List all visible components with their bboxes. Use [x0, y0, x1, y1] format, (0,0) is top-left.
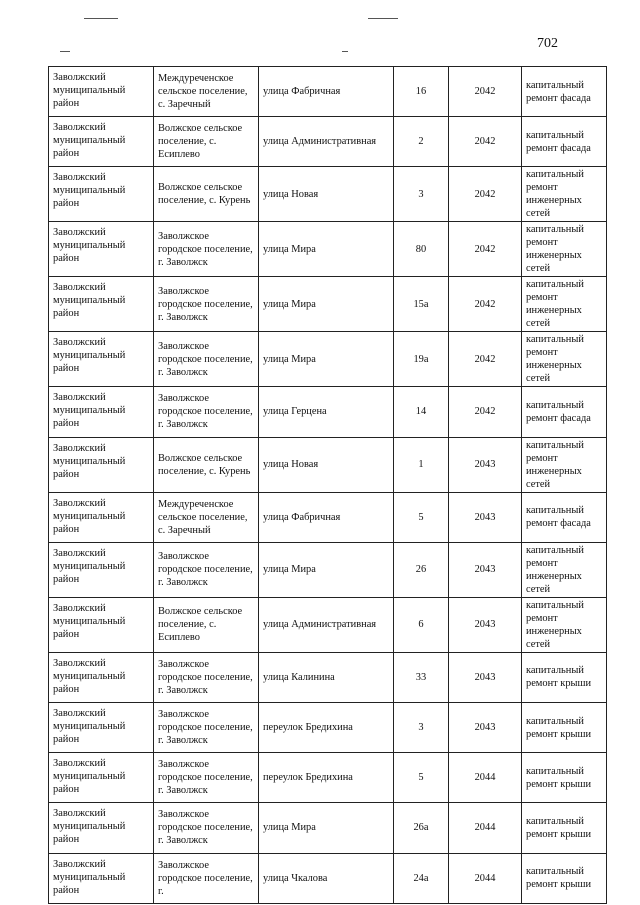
cell-settlement: Заволжское городское поселение, г. Заволжск — [154, 702, 259, 752]
cell-district: Заволжский муниципальный район — [49, 387, 154, 437]
cell-house-number: 80 — [394, 222, 449, 277]
cell-work-type: капитальный ремонт фасада — [522, 492, 607, 542]
cell-settlement: Междуреченское сельское поселение, с. Заречный — [154, 67, 259, 117]
table-row — [49, 853, 607, 903]
cell-street: улица Калинина — [259, 652, 394, 702]
cell-district: Заволжский муниципальный район — [49, 753, 154, 803]
cell-district: Заволжский муниципальный район — [49, 803, 154, 853]
cell-street: улица Фабричная — [259, 492, 394, 542]
cell-house-number: 1 — [394, 437, 449, 492]
cell-year: 2042 — [449, 167, 522, 222]
cell-year: 2043 — [449, 492, 522, 542]
cell-district: Заволжский муниципальный район — [49, 853, 154, 903]
housing-repair-table — [48, 66, 607, 904]
cell-house-number: 3 — [394, 167, 449, 222]
cell-street: улица Новая — [259, 437, 394, 492]
cell-work-type: капитальный ремонт инженерных сетей — [522, 332, 607, 387]
scan-artifact-line — [368, 18, 398, 19]
cell-settlement: Заволжское городское поселение, г. Заволжск — [154, 387, 259, 437]
cell-settlement: Заволжское городское поселение, г. Заволжск — [154, 542, 259, 597]
cell-year: 2042 — [449, 332, 522, 387]
cell-settlement: Заволжское городское поселение, г. Заволжск — [154, 652, 259, 702]
cell-work-type: капитальный ремонт крыши — [522, 853, 607, 903]
cell-year: 2042 — [449, 67, 522, 117]
cell-house-number: 2 — [394, 117, 449, 167]
cell-house-number: 5 — [394, 753, 449, 803]
cell-district: Заволжский муниципальный район — [49, 652, 154, 702]
cell-work-type: капитальный ремонт крыши — [522, 652, 607, 702]
table-row — [49, 753, 607, 803]
cell-house-number: 24а — [394, 853, 449, 903]
table-row — [49, 702, 607, 752]
cell-street: улица Мира — [259, 542, 394, 597]
cell-work-type: капитальный ремонт фасада — [522, 387, 607, 437]
cell-street: улица Чкалова — [259, 853, 394, 903]
cell-house-number: 3 — [394, 702, 449, 752]
cell-settlement: Волжское сельское поселение, с. Есиплево — [154, 117, 259, 167]
cell-district: Заволжский муниципальный район — [49, 492, 154, 542]
cell-settlement: Волжское сельское поселение, с. Есиплево — [154, 597, 259, 652]
cell-district: Заволжский муниципальный район — [49, 67, 154, 117]
cell-house-number: 6 — [394, 597, 449, 652]
cell-street: переулок Бредихина — [259, 753, 394, 803]
cell-work-type: капитальный ремонт инженерных сетей — [522, 277, 607, 332]
table-row — [49, 332, 607, 387]
cell-house-number: 33 — [394, 652, 449, 702]
cell-street: улица Мира — [259, 803, 394, 853]
cell-street: улица Административная — [259, 117, 394, 167]
cell-year: 2044 — [449, 853, 522, 903]
table-row — [49, 652, 607, 702]
page-number: 702 — [537, 36, 558, 51]
cell-year: 2043 — [449, 652, 522, 702]
cell-settlement: Заволжское городское поселение, г. Заволжск — [154, 277, 259, 332]
cell-year: 2042 — [449, 387, 522, 437]
cell-work-type: капитальный ремонт фасада — [522, 117, 607, 167]
cell-settlement: Заволжское городское поселение, г. Заволжск — [154, 332, 259, 387]
cell-work-type: капитальный ремонт крыши — [522, 803, 607, 853]
cell-year: 2043 — [449, 597, 522, 652]
table-row — [49, 167, 607, 222]
cell-year: 2042 — [449, 222, 522, 277]
cell-settlement: Волжское сельское поселение, с. Курень — [154, 167, 259, 222]
cell-year: 2043 — [449, 437, 522, 492]
cell-work-type: капитальный ремонт инженерных сетей — [522, 542, 607, 597]
scan-artifact-line — [84, 18, 118, 19]
cell-street: улица Новая — [259, 167, 394, 222]
cell-street: улица Герцена — [259, 387, 394, 437]
table-row — [49, 277, 607, 332]
cell-district: Заволжский муниципальный район — [49, 277, 154, 332]
cell-district: Заволжский муниципальный район — [49, 702, 154, 752]
cell-work-type: капитальный ремонт крыши — [522, 702, 607, 752]
cell-district: Заволжский муниципальный район — [49, 332, 154, 387]
cell-year: 2043 — [449, 702, 522, 752]
scan-artifact-line — [60, 51, 70, 52]
cell-work-type: капитальный ремонт фасада — [522, 67, 607, 117]
cell-house-number: 5 — [394, 492, 449, 542]
cell-house-number: 16 — [394, 67, 449, 117]
cell-year: 2042 — [449, 277, 522, 332]
cell-settlement: Заволжское городское поселение, г. — [154, 853, 259, 903]
table-row — [49, 803, 607, 853]
cell-settlement: Заволжское городское поселение, г. Заволжск — [154, 753, 259, 803]
cell-street: улица Мира — [259, 277, 394, 332]
table-row — [49, 387, 607, 437]
cell-district: Заволжский муниципальный район — [49, 167, 154, 222]
cell-district: Заволжский муниципальный район — [49, 597, 154, 652]
cell-street: улица Фабричная — [259, 67, 394, 117]
cell-work-type: капитальный ремонт инженерных сетей — [522, 167, 607, 222]
cell-house-number: 15а — [394, 277, 449, 332]
cell-work-type: капитальный ремонт инженерных сетей — [522, 437, 607, 492]
cell-work-type: капитальный ремонт крыши — [522, 753, 607, 803]
cell-work-type: капитальный ремонт инженерных сетей — [522, 597, 607, 652]
cell-house-number: 26 — [394, 542, 449, 597]
cell-district: Заволжский муниципальный район — [49, 542, 154, 597]
cell-year: 2044 — [449, 753, 522, 803]
cell-district: Заволжский муниципальный район — [49, 117, 154, 167]
cell-street: улица Мира — [259, 332, 394, 387]
cell-house-number: 14 — [394, 387, 449, 437]
cell-street: улица Административная — [259, 597, 394, 652]
table-row — [49, 437, 607, 492]
cell-district: Заволжский муниципальный район — [49, 222, 154, 277]
cell-year: 2044 — [449, 803, 522, 853]
cell-settlement: Междуреченское сельское поселение, с. Заречный — [154, 492, 259, 542]
cell-settlement: Заволжское городское поселение, г. Заволжск — [154, 222, 259, 277]
table-row — [49, 492, 607, 542]
cell-year: 2043 — [449, 542, 522, 597]
cell-district: Заволжский муниципальный район — [49, 437, 154, 492]
table-row — [49, 67, 607, 117]
cell-settlement: Волжское сельское поселение, с. Курень — [154, 437, 259, 492]
table-row — [49, 597, 607, 652]
cell-house-number: 19а — [394, 332, 449, 387]
table-row — [49, 542, 607, 597]
cell-year: 2042 — [449, 117, 522, 167]
cell-street: улица Мира — [259, 222, 394, 277]
cell-street: переулок Бредихина — [259, 702, 394, 752]
table-row — [49, 222, 607, 277]
scan-artifact-line — [342, 51, 348, 52]
cell-settlement: Заволжское городское поселение, г. Заволжск — [154, 803, 259, 853]
table-row — [49, 117, 607, 167]
cell-work-type: капитальный ремонт инженерных сетей — [522, 222, 607, 277]
cell-house-number: 26а — [394, 803, 449, 853]
